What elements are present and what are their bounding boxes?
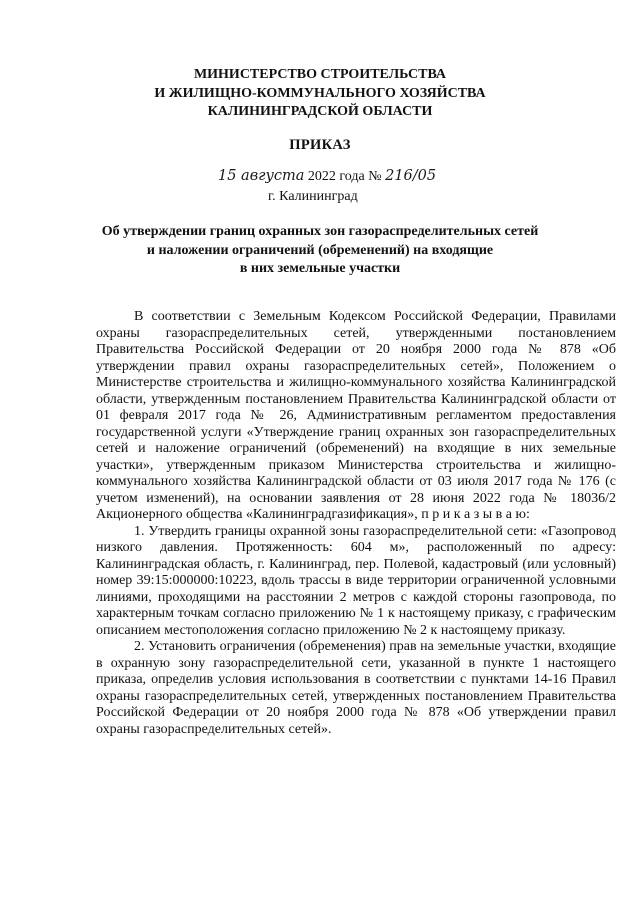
year-text: 2022 года № <box>307 169 382 184</box>
item-2-paragraph: 2. Установить ограничения (обременения) прав на земельные участки, входящие в охранную зону газораспределительной сети, указанной в пункте 1 настоящего приказа, определив условия использования в соответствии с пунктами 14-16 Правил охраны газораспределительных сетей, утвержденных постановлением Правительства Российской Федерации от 20 ноября 2000 года № 878 «Об утверждении правил охраны газораспределительных сетей». <box>96 639 616 737</box>
preamble-paragraph: В соответствии с Земельным Кодексом Российской Федерации, Правилами охраны газораспределительных сетей, утвержденными постановлением Правительства Российской Федерации от 20 ноября 2000 года № 878 «Об утверждении правил охраны газораспределительных сетей», Положением о Министерстве строительства и жилищно-коммунального хозяйства Калининградской области, утвержденным постановлением Правительства Калининградской области от 01 февраля 2017 года № 26, Административным регламентом предоставления государственной услуги «Утверждение границ охранных зон газораспределительных сетей и наложение ограничений (обременений) на входящие в них земельные участки», утвержденным приказом Министерства строительства и жилищно-коммунального хозяйства Калининградской области от 03 июля 2017 года № 176 (с учетом изменений), на основании заявления от 28 июня 2022 года № 18036/2 Акционерного общества «Калининградгазификация», п р и к а з ы в а ю: <box>96 309 616 522</box>
order-title <box>95 223 545 279</box>
ministry-line: КАЛИНИНГРАДСКОЙ ОБЛАСТИ <box>207 104 433 119</box>
order-body <box>96 309 616 738</box>
order-heading: ПРИКАЗ <box>289 137 351 153</box>
handwritten-number: 216/05 <box>385 168 437 184</box>
order-date-number <box>218 166 436 187</box>
title-line: в них земельные участки <box>239 261 401 276</box>
city-line: г. Калининград <box>268 189 358 204</box>
title-line: и наложении ограничений (обременений) на входящие <box>146 242 494 258</box>
item-1-paragraph: 1. Утвердить границы охранной зоны газораспределительной сети: «Газопровод низкого давления. Протяженность: 604 м», расположенный по адресу: Калининградская область, г. Калининград, пер. Полевой, кадастровый (или условный) номер 39:15:000000:10223, вдоль трассы в виде территории ограниченной условными линиями, проходящими на расстоянии 2 метров с каждой стороны газопровода, по характерным точкам согласно приложению № 1 к настоящему приказу, с графическим описанием местоположения согласно приложению № 2 к настоящему приказу. <box>96 523 616 638</box>
handwritten-date: 15 августа <box>218 168 305 184</box>
ministry-header <box>0 66 640 122</box>
ministry-line: МИНИСТЕРСТВО СТРОИТЕЛЬСТВА <box>193 67 447 82</box>
ministry-line: И ЖИЛИЩНО-КОММУНАЛЬНОГО ХОЗЯЙСТВА <box>154 85 486 101</box>
title-line: Об утверждении границ охранных зон газораспределительных сетей <box>101 224 539 239</box>
